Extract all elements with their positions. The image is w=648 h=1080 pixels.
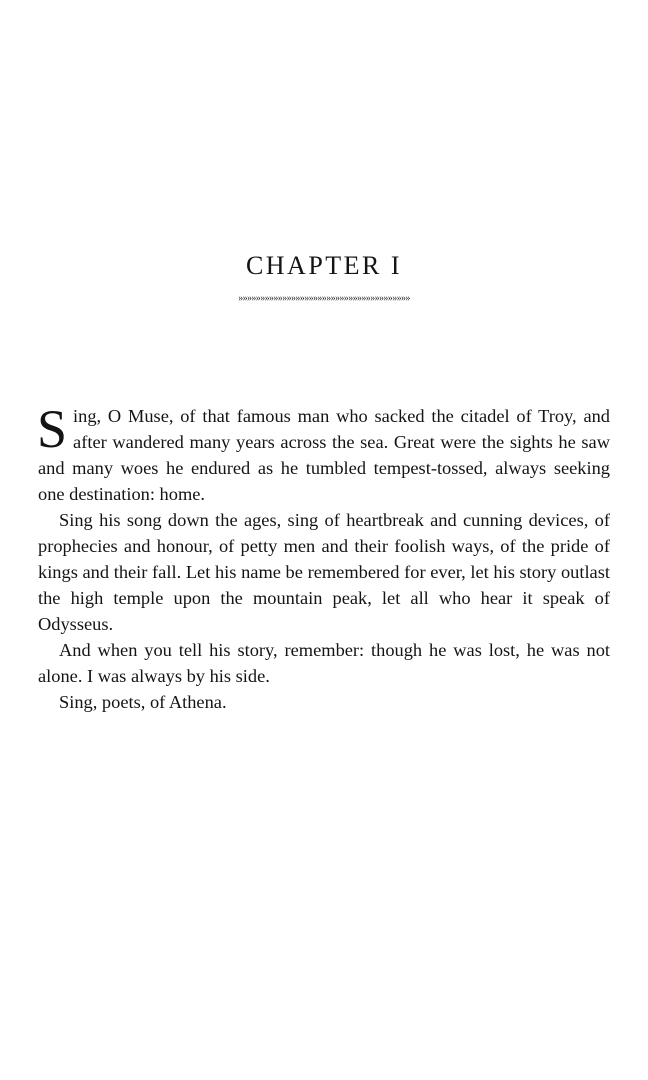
chapter-title: CHAPTER I — [245, 251, 403, 280]
chapter-ornament: »»»»»»»»»»»»»»»»»»»»»»»»»»»»»»»»»»»»»»» — [238, 293, 410, 304]
paragraph-1 — [37, 399, 610, 507]
paragraph-2: Sing his song down the ages, sing of heartbreak and cunning devices, of prophecies and honour, of petty men and their foolish ways, of the pride of kings and their fall. Let his name be remembered for ever, let his story outlast the high temple upon the mountain peak, let all who hear it speak of Odysseus. — [38, 510, 610, 634]
paragraph-4: Sing, poets, of Athena. — [59, 692, 227, 712]
drop-cap: S — [37, 399, 68, 459]
paragraph-1-text: ing, O Muse, of that famous man who sacked the citadel of Troy, and after wandered many years across the sea. Great were the sights he saw and many woes he endured as he tumbled tempest-tossed, always seeking one destination: home. — [38, 406, 610, 504]
paragraph-3: And when you tell his story, remember: though he was lost, he was not alone. I was always by his side. — [38, 640, 610, 686]
chapter-body — [37, 399, 610, 715]
